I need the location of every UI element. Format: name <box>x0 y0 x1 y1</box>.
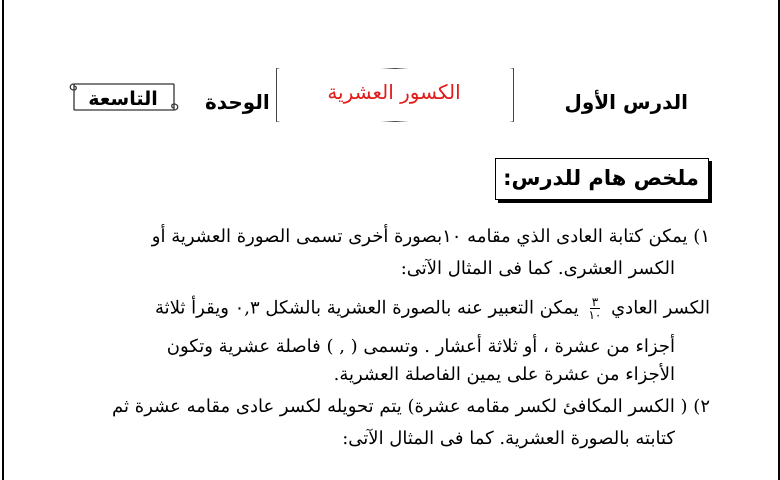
paragraph-line: ١) يمكن كتابة العادى الذي مقامه ١٠بصورة أخرى تسمى الصورة العشرية أو <box>151 226 710 247</box>
paragraph-line: كتابته بالصورة العشرية. كما فى المثال الآتى: <box>342 428 675 449</box>
fraction-numerator: ٣ <box>591 295 599 309</box>
fraction <box>588 296 601 321</box>
paragraph-line: الأجزاء من عشرة على يمين الفاصلة العشرية. <box>333 364 675 385</box>
lesson-label: الدرس الأول <box>564 90 688 114</box>
fraction-denominator: ١٠ <box>588 308 602 322</box>
unit-name: التاسعة <box>88 88 158 110</box>
fraction-sentence: يمكن التعبير عنه بالصورة العشرية بالشكل ٠,٣ ويقرأ ثلاثة <box>155 297 579 319</box>
summary-title: ملخص هام للدرس: <box>503 166 699 190</box>
paragraph-line <box>155 296 710 321</box>
fraction-prefix: الكسر العادي <box>611 297 710 319</box>
paragraph-line: أجزاء من عشرة ، أو ثلاثة أعشار . وتسمى ( , ) فاصلة عشرية وتكون <box>166 336 675 357</box>
paragraph-line: ٢) ( الكسر المكافئ لكسر مقامه عشرة) يتم تحويله لكسر عادى مقامه عشرة ثم <box>112 396 710 417</box>
lesson-title: الكسور العشرية <box>327 80 461 104</box>
paragraph-line: الكسر العشرى. كما فى المثال الآتى: <box>400 258 675 279</box>
unit-label: الوحدة <box>205 90 270 114</box>
